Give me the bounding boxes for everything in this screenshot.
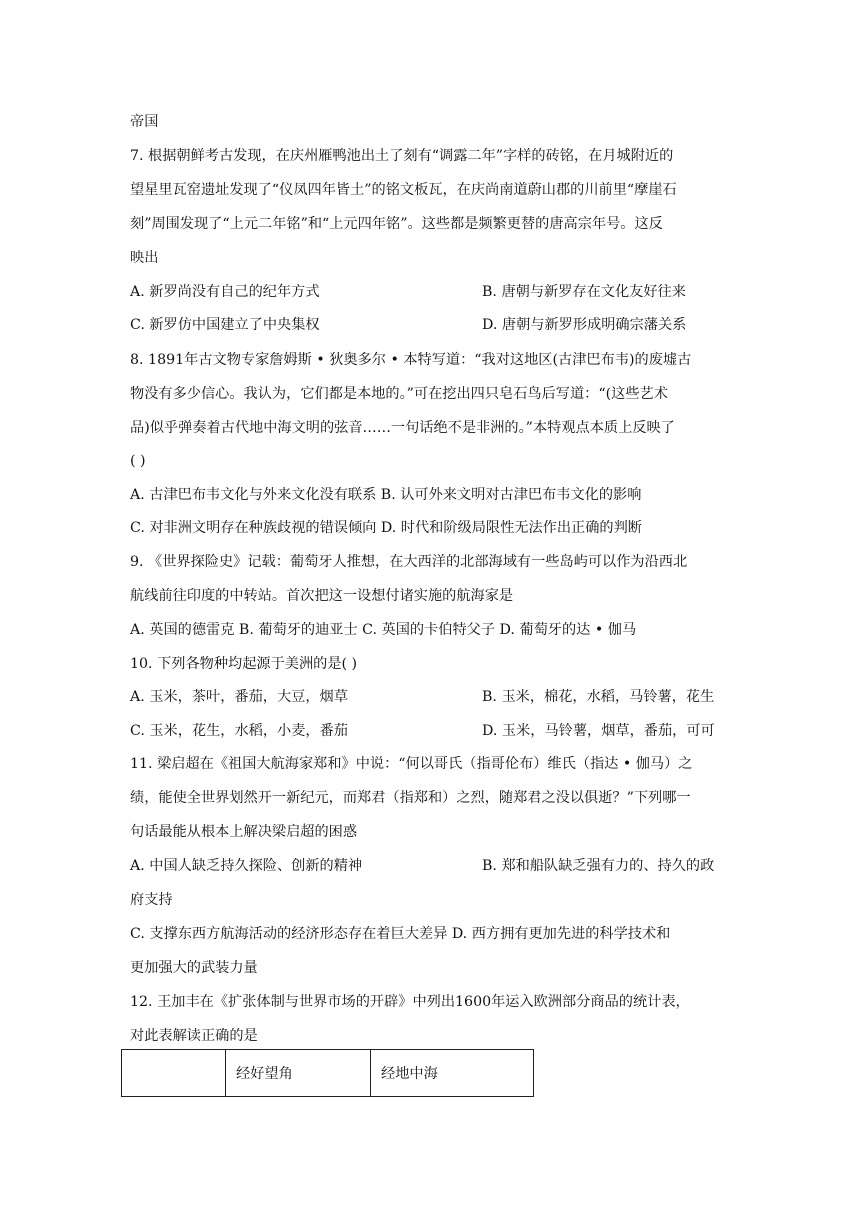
option-b-continued: 府支持 <box>130 892 173 908</box>
text-line: 帝国 <box>130 114 159 130</box>
question-7-line: 刻”周围发现了“上元二年铭”和“上元四年铭”。这些都是频繁更替的唐高宗年号。这反 <box>130 216 663 232</box>
option-b: B. 唐朝与新罗存在文化友好往来 <box>482 284 686 300</box>
option-b: B. 郑和船队缺乏强有力的、持久的政 <box>482 858 715 874</box>
question-11-line: 句话最能从根本上解决梁启超的困惑 <box>130 824 358 840</box>
question-8-line: 物没有多少信心。我认为，它们都是本地的。”可在挖出四只皂石鸟后写道：“(这些艺术 <box>130 386 668 402</box>
question-11-line: 11. 梁启超在《祖国大航海家郑和》中说：“何以哥氏（指哥伦布）维氏（指达 • 伽马）之 <box>130 756 693 772</box>
question-8-line: 8. 1891年古文物专家詹姆斯 • 狄奥多尔 • 本特写道：“我对这地区(古津巴布韦)的废墟古 <box>130 352 692 368</box>
options-row: A. 古津巴布韦文化与外来文化没有联系 B. 认可外来文明对古津巴布韦文化的影响 <box>130 487 642 503</box>
answer-blank: ( ) <box>130 453 146 469</box>
question-10-line: 10. 下列各物种均起源于美洲的是( ) <box>130 656 358 672</box>
table-header-cell: 经地中海 <box>371 1050 534 1097</box>
question-12-line: 12. 王加丰在《扩张体制与世界市场的开辟》中列出1600年运入欧洲部分商品的统计表， <box>130 994 690 1010</box>
question-7-line: 7. 根据朝鲜考古发现，在庆州雁鸭池出土了刻有“调露二年”字样的砖铭，在月城附近的 <box>130 148 674 164</box>
table-header-row <box>122 1050 534 1097</box>
options-row: A. 英国的德雷克 B. 葡萄牙的迪亚士 C. 英国的卡伯特父子 D. 葡萄牙的达 • 伽马 <box>130 622 637 638</box>
option-b: B. 玉米，棉花，水稻，马铃薯，花生 <box>482 689 715 705</box>
option-c: C. 玉米，花生，水稻，小麦，番茄 <box>130 723 348 739</box>
table-header-cell: 经好望角 <box>226 1050 371 1097</box>
option-c: C. 新罗仿中国建立了中央集权 <box>130 317 320 333</box>
question-7-line: 映出 <box>130 250 159 266</box>
statistics-table <box>121 1049 534 1097</box>
question-9-line: 9. 《世界探险史》记载：葡萄牙人推想，在大西洋的北部海域有一些岛屿可以作为沿西北 <box>130 554 688 570</box>
table-header-cell <box>122 1050 226 1097</box>
options-row: C. 对非洲文明存在种族歧视的错误倾向 D. 时代和阶级局限性无法作出正确的判断 <box>130 520 642 536</box>
option-a: A. 玉米，茶叶，番茄，大豆，烟草 <box>130 689 348 705</box>
option-d: D. 唐朝与新罗形成明确宗藩关系 <box>482 317 687 333</box>
options-row: C. 支撑东西方航海活动的经济形态存在着巨大差异 D. 西方拥有更加先进的科学技术和 <box>130 926 671 942</box>
question-8-line: 品)似乎弹奏着古代地中海文明的弦音……一句话绝不是非洲的。”本特观点本质上反映了 <box>130 420 675 436</box>
option-a: A. 新罗尚没有自己的纪年方式 <box>130 284 320 300</box>
option-d: D. 玉米，马铃薯，烟草，番茄，可可 <box>482 723 715 739</box>
question-9-line: 航线前往印度的中转站。首次把这一设想付诸实施的航海家是 <box>130 588 514 604</box>
option-a: A. 中国人缺乏持久探险、创新的精神 <box>130 858 363 874</box>
question-12-line: 对此表解读正确的是 <box>130 1028 258 1044</box>
question-11-line: 绩，能使全世界划然开一新纪元，而郑君（指郑和）之烈，随郑君之没以俱逝？”下列哪一 <box>130 790 691 806</box>
question-7-line: 望星里瓦窑遗址发现了“仪凤四年皆土”的铭文板瓦，在庆尚南道蔚山郡的川前里“摩崖石 <box>130 182 677 198</box>
option-d-continued: 更加强大的武装力量 <box>130 960 258 976</box>
